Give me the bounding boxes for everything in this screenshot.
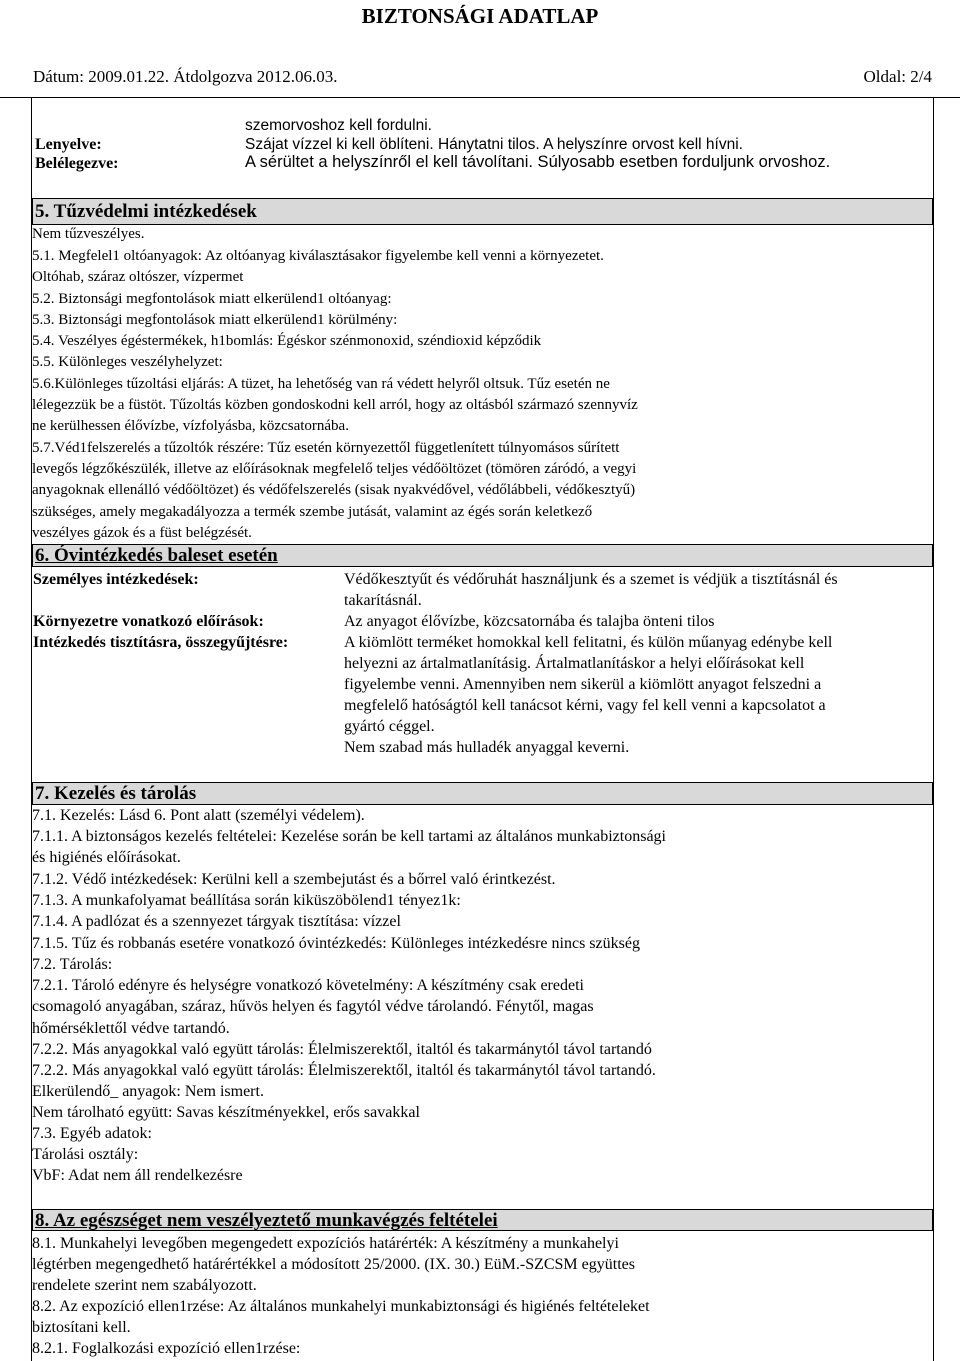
section7-line: 7.3. Egyéb adatok: [32,1125,152,1142]
section7-line: 7.2. Tárolás: [32,956,113,973]
cleanup-text: helyezni az ártalmatlanításig. Ártalmatlanításkor a helyi előírásokat kell [344,655,805,672]
section5-line: 5.4. Veszélyes égéstermékek, h1bomlás: Égéskor szénmonoxid, széndioxid képződik [32,333,542,349]
section7-line: 7.2.2. Más anyagokkal való együtt tárolás: Élelmiszerektől, italtól és takarmánytól távol tartandó [32,1041,652,1058]
section7-line: és higiénés előírásokat. [32,849,181,866]
section6-heading: 6. Óvintézkedés baleset esetén [32,544,933,567]
environment-text: Az anyagot élővízbe, közcsatornába és talajba önteni tilos [344,613,715,630]
section8-line: 8.2. Az expozíció ellen1rzése: Az általános munkahelyi munkabiztonsági és higiénés feltételeket [32,1298,650,1315]
right-margin-line [933,97,934,1361]
section8-line: biztosítani kell. [32,1319,131,1336]
section7-line: 7.1.4. A padlózat és a szennyezet tárgyak tisztítása: vízzel [32,913,401,930]
section7-line: 7.2.2. Más anyagokkal való együtt tárolás: Élelmiszerektől, italtól és takarmánytól távol tartandó. [32,1062,656,1079]
personal-measures-text: takarításnál. [344,592,422,609]
personal-measures-label: Személyes intézkedések: [33,571,199,588]
section7-line: 7.1.5. Tűz és robbanás esetére vonatkozó óvintézkedés: Különleges intézkedésre nincs szükség [32,935,640,952]
ingestion-text: Szájat vízzel ki kell öblíteni. Hánytatni tilos. A helyszínre orvost kell hívni. [245,136,743,153]
first-aid-eye-continuation: szemorvoshoz kell fordulni. [245,117,432,134]
cleanup-label: Intézkedés tisztításra, összegyűjtésre: [33,634,289,651]
personal-measures-text: Védőkesztyűt és védőruhát használjunk és a szemet is védjük a tisztításnál és [344,571,838,588]
header-page-number: Oldal: 2/4 [863,67,932,86]
document-title: BIZTONSÁGI ADATLAP [361,4,599,28]
section5-line: veszélyes gázok és a füst belégzését. [32,525,252,541]
section5-line: szükséges, amely megakadályozza a termék szembe jutását, valamint az égés során keletkező [32,504,593,520]
cleanup-text: megfelelő hatóságtól kell tanácsot kérni, vagy fel kell venni a kapcsolatot a [344,697,826,714]
section5-line: ne kerülhessen élővízbe, vízfolyásba, közcsatornába. [32,418,349,434]
section5-line: Oltóhab, száraz oltószer, vízpermet [32,269,244,285]
section5-line: Nem tűzveszélyes. [32,226,145,242]
inhalation-label: Belélegezve: [35,155,119,172]
section5-line: 5.6.Különleges tűzoltási eljárás: A tüzet, ha lehetőség van rá védett helyről oltsuk. Tűz esetén ne [32,376,610,392]
section5-line: levegős légzőkészülék, illetve az előírásoknak megfelelő teljes védőöltözet (tömören záródó, a vegyi [32,461,637,477]
section5-line: 5.5. Különleges veszélyhelyzet: [32,354,223,370]
section5-line: anyagoknak ellenálló védőöltözet) és védőfelszerelés (sisak nyakvédővel, védőlábbeli, védőkesztyű) [32,482,636,498]
section7-line: 7.2.1. Tároló edényre és helységre vonatkozó követelmény: A készítmény csak eredeti [32,977,584,994]
cleanup-text: Nem szabad más hulladék anyaggal keverni. [344,739,630,756]
section8-heading: 8. Az egészséget nem veszélyeztető munkavégzés feltételei [32,1209,933,1231]
section5-line: 5.1. Megfelel1 oltóanyagok: Az oltóanyag kiválasztásakor figyelembe kell venni a környezetet. [32,248,604,264]
section8-line: 8.2.1. Foglalkozási expozíció ellen1rzése: [32,1340,301,1357]
section7-line: 7.1.1. A biztonságos kezelés feltételei: Kezelése során be kell tartami az általános munkabiztonsági [32,828,666,845]
section7-line: csomagoló anyagában, száraz, hűvös helyen és fagytól védve tárolandó. Fénytől, magas [32,998,594,1015]
cleanup-text: figyelembe venni. Amennyiben nem sikerül a kiömlött anyagot felszedni a [344,676,822,693]
section7-line: hőmérséklettől védve tartandó. [32,1020,230,1037]
section7-line: 7.1. Kezelés: Lásd 6. Pont alatt (személyi védelem). [32,807,365,824]
inhalation-text: A sérültet a helyszínről el kell távolítani. Súlyosabb esetben forduljunk orvoshoz. [245,153,831,171]
section7-line: Nem tárolható együtt: Savas készítményekkel, erős savakkal [32,1104,420,1121]
section8-line: 8.1. Munkahelyi levegőben megengedett expozíciós határérték: A készítmény a munkahelyi [32,1235,619,1252]
section7-heading: 7. Kezelés és tárolás [32,782,933,805]
cleanup-text: A kiömlött terméket homokkal kell felitatni, és külön műanyag edénybe kell [344,634,833,651]
section5-heading: 5. Tűzvédelmi intézkedések [32,198,933,225]
header-date: Dátum: 2009.01.22. Átdolgozva 2012.06.03. [33,67,338,86]
section8-line: rendelete szerint nem szabályozott. [32,1277,257,1294]
section7-line: Elkerülendő_ anyagok: Nem ismert. [32,1083,264,1100]
ingestion-label: Lenyelve: [35,136,102,153]
section8-line: légtérben megengedhető határértékkel a módosított 25/2000. (IX. 30.) EüM.-SZCSM együttes [32,1256,635,1273]
section7-line: VbF: Adat nem áll rendelkezésre [32,1167,243,1184]
section7-line: 7.1.3. A munkafolyamat beállítása során kiküszöbölend1 tényez1k: [32,892,461,909]
section5-line: 5.2. Biztonsági megfontolások miatt elkerülend1 oltóanyag: [32,291,392,307]
section5-line: 5.7.Véd1felszerelés a tűzoltók részére: Tűz esetén környezettől függetlenített túlnyomásos sűrített [32,440,620,456]
section5-line: 5.3. Biztonsági megfontolások miatt elkerülend1 körülmény: [32,312,398,328]
cleanup-text: gyártó céggel. [344,718,435,735]
section7-line: 7.1.2. Védő intézkedések: Kerülni kell a szembejutást és a bőrrel való érintkezést. [32,871,556,888]
environment-label: Környezetre vonatkozó előírások: [33,613,264,630]
section5-line: lélegezzük be a füstöt. Tűzoltás közben gondoskodni kell arról, hogy az oltásból származó szennyvíz [32,397,638,413]
section7-line: Tárolási osztály: [32,1146,139,1163]
header-rule [0,97,960,98]
